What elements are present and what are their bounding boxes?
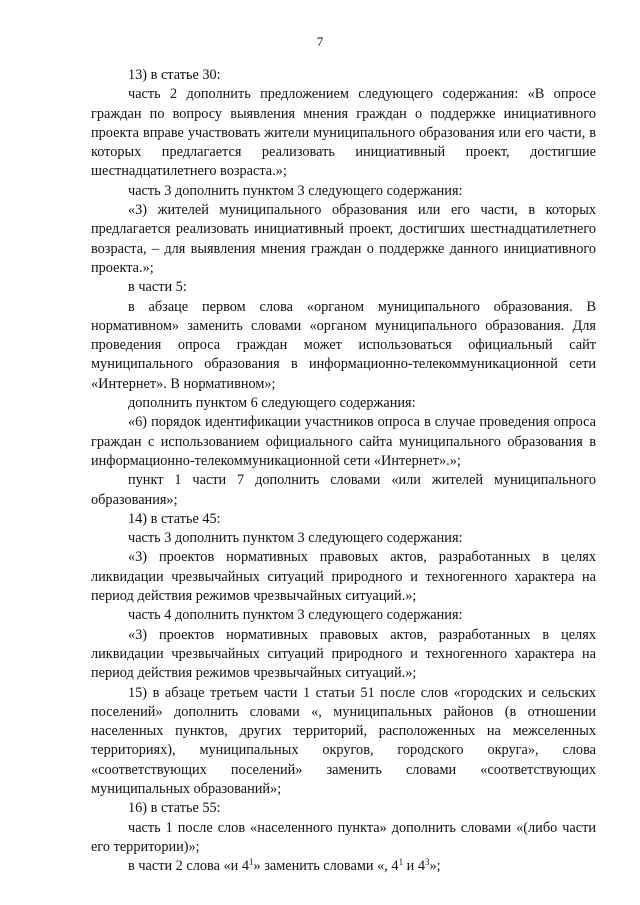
superscript-2: 1	[398, 857, 404, 868]
text-segment-middle: » заменить словами «, 4	[253, 858, 399, 875]
paragraph-article-30-heading: 13) в статье 30:	[128, 67, 221, 83]
superscript-1: 1	[249, 857, 254, 868]
text-segment-between: и 4	[403, 858, 426, 875]
paragraph-item-6-text: «6) порядок идентификации участников опроса в случае проведения опроса граждан с использованием официального сайта муниципального образования в информационно-телекоммуникационной сети «Интернет».»;	[91, 414, 596, 469]
text-segment-after: »;	[429, 858, 441, 875]
paragraph-article-45-heading: 14) в статье 45:	[128, 510, 221, 527]
paragraph-article-45-part-4-text: «3) проектов нормативных правовых актов, разработанных в целях ликвидации чрезвычайных ситуаций природного и техногенного характера на период действия режимов чрезвычайных ситуаций.»;	[91, 626, 596, 682]
paragraph-article-55-part-1: часть 1 после слов «населенного пункта» дополнить словами «(либо части его территории)»;	[91, 819, 596, 855]
paragraph-item-3-residents: «3) жителей муниципального образования или его части, в которых предлагается реализовать инициативный проект, достигших шестнадцатилетнего возраста, – для выявления мнения граждан о поддержке данного инициативного проекта.»;	[91, 202, 596, 276]
paragraph-article-45-part-3: часть 3 дополнить пунктом 3 следующего содержания:	[128, 530, 463, 547]
paragraph-part-5-heading: в части 5:	[128, 279, 187, 296]
page-number: 7	[316, 34, 324, 49]
paragraph-part-7-item-1: пункт 1 части 7 дополнить словами «или жителей муниципального образования»;	[91, 472, 596, 508]
document-body	[91, 66, 596, 876]
paragraph-article-55-heading: 16) в статье 55:	[128, 800, 221, 817]
paragraph-article-45-part-3-text: «3) проектов нормативных правовых актов, разработанных в целях ликвидации чрезвычайных ситуаций природного и техногенного характера на период действия режимов чрезвычайных ситуаций.»;	[91, 549, 596, 605]
text-segment-before: в части 2 слова «и 4	[128, 858, 250, 875]
paragraph-part-3-addition: часть 3 дополнить пунктом 3 следующего содержания:	[128, 182, 463, 199]
paragraph-part-2-addition: часть 2 дополнить предложением следующего содержания: «В опросе граждан по вопросу выявления мнения граждан о поддержке инициативного проекта вправе участвовать жители муниципального образования или его части, в которых предлагается реализовать инициативный проект, достигшие шестнадцатилетнего возраста.»;	[91, 86, 596, 180]
paragraph-article-55-part-2	[91, 857, 596, 876]
paragraph-article-51-amendment: 15) в абзаце третьем части 1 статьи 51 после слов «городских и сельских поселений» дополнить словами «, муниципальных районов (в отношении населенных пунктов, других территорий, расположенных на межселенных территориях), муниципальных округов, городского округа», слова «соответствующих поселений» заменить словами «соответствующих муниципальных образований»;	[91, 684, 596, 797]
paragraph-first-indent-replacement: в абзаце первом слова «органом муниципального образования. В нормативном» заменить словами «органом муниципального образования. Для проведения опроса граждан может использоваться официальный сайт муниципального образования в информационно-телекоммуникационной сети «Интернет». В нормативном»;	[91, 298, 596, 392]
paragraph-article-45-part-4: часть 4 дополнить пунктом 3 следующего содержания:	[128, 607, 463, 624]
superscript-3: 3	[425, 857, 430, 868]
paragraph-item-6-addition: дополнить пунктом 6 следующего содержания:	[128, 395, 416, 412]
